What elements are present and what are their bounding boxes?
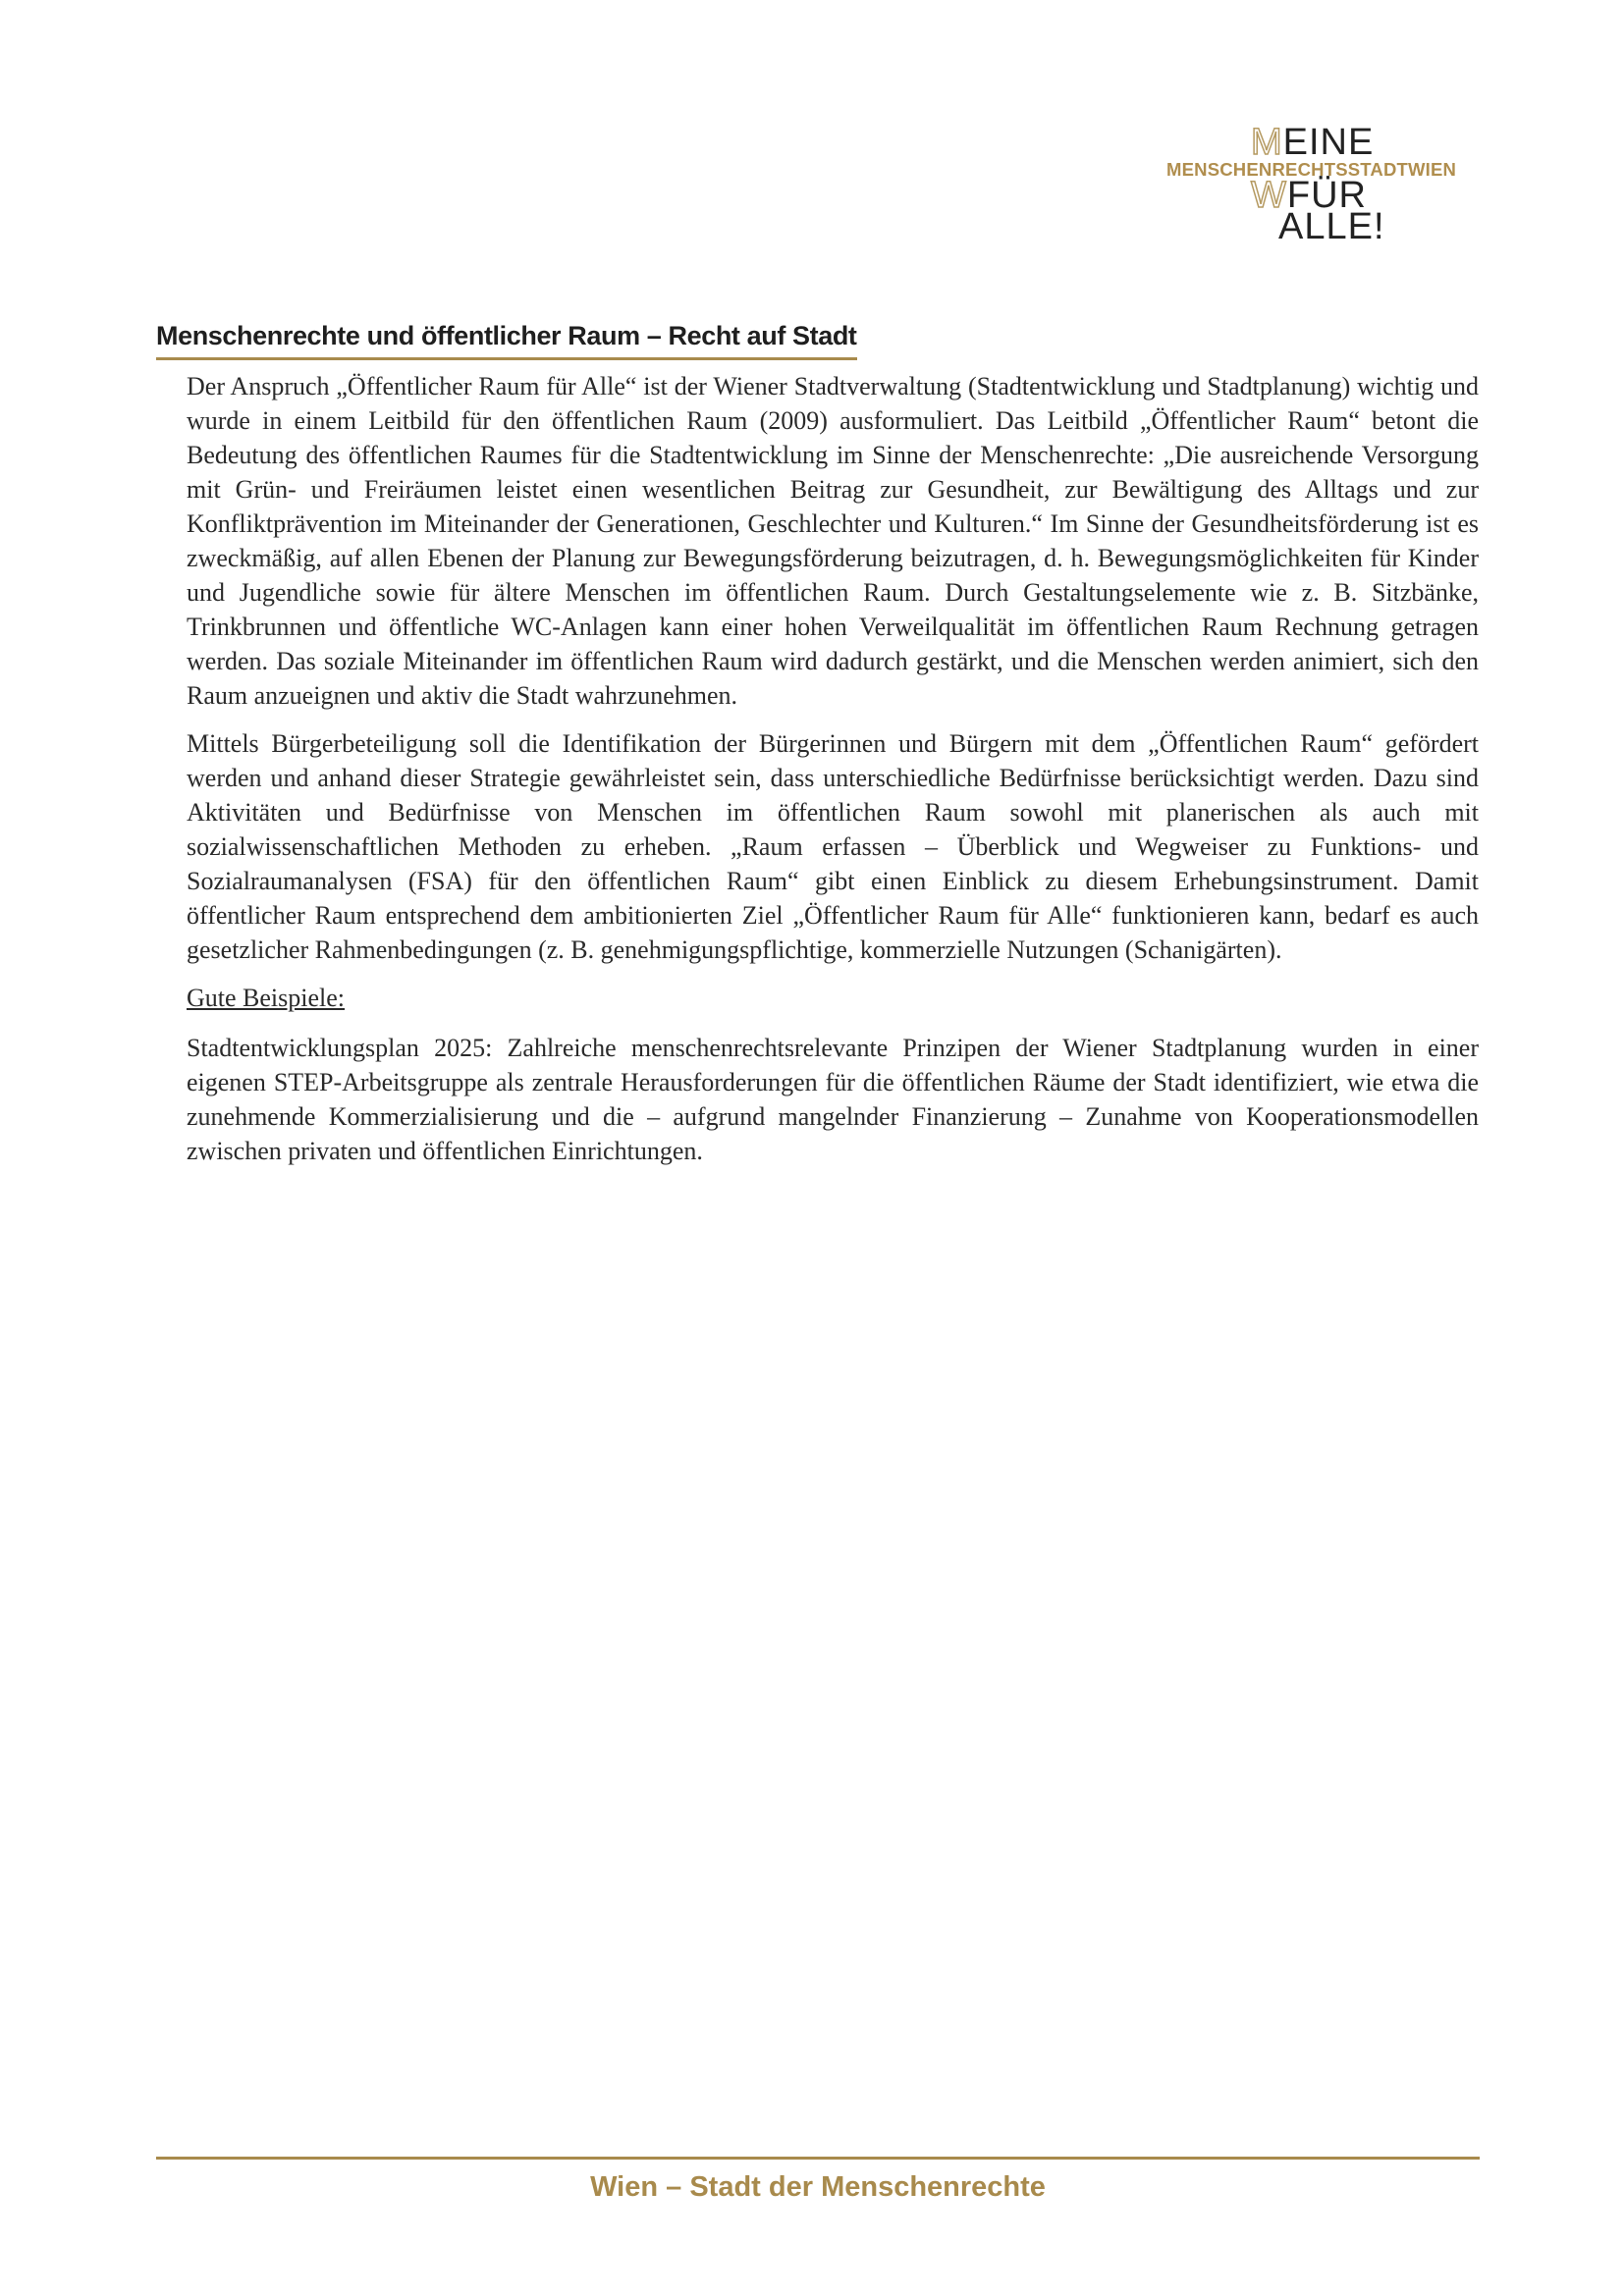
logo-line-fuer: WFÜR <box>1251 175 1367 216</box>
logo-line-meine: MEINE <box>1251 122 1375 163</box>
footer-title: Wien – Stadt der Menschenrechte <box>590 2171 1046 2203</box>
paragraph-intro: Der Anspruch „Öffentlicher Raum für Alle“ ist der Wiener Stadtverwaltung (Stadtentwicklung und Stadtplanung) wichtig und wurde in einem Leitbild für den öffentlichen Raum (2009) ausformuliert. Das Leitbild „Öffentlicher Raum“ betont die Bedeutung des öffentlichen Raumes für die Stadtentwicklung im Sinne der Menschenrechte: „Die ausreichende Versorgung mit Grün- und Freiräumen leistet einen wesentlichen Beitrag zur Gesundheit, zur Bewältigung des Alltags und zur Konfliktprävention im Miteinander der Generationen, Geschlechter und Kulturen.“ Im Sinne der Gesundheitsförderung ist es zweckmäßig, auf allen Ebenen der Planung zur Bewegungsförderung beizutragen, d. h. Bewegungsmöglichkeiten für Kinder und Jugendliche sowie für ältere Menschen im öffentlichen Raum. Durch Gestaltungselemente wie z. B. Sitzbänke, Trinkbrunnen und öffentliche WC-Anlagen kann einer hohen Verweilqualität im öffentlichen Raum Rechnung getragen werden. Das soziale Miteinander im öffentlichen Raum wird dadurch gestärkt, und die Menschen werden animiert, sich den Raum anzueignen und aktiv die Stadt wahrzunehmen. <box>187 372 1479 710</box>
logo-line-alle: ALLE! <box>1278 206 1385 247</box>
paragraph-participation: Mittels Bürgerbeteiligung soll die Identifikation der Bürgerinnen und Bürgern mit dem „Öffentlichen Raum“ gefördert werden und anhand dieser Strategie gewährleistet sein, dass unterschiedliche Bedürfnisse berücksichtigt werden. Dazu sind Aktivitäten und Bedürfnisse von Menschen im öffentlichen Raum sowohl mit planerischen als auch mit sozialwissenschaftlichen Methoden zu erheben. „Raum erfassen – Überblick und Wegweiser zu Funktions- und Sozialraumanalysen (FSA) für den öffentlichen Raum“ gibt einen Einblick zu diesem Erhebungsinstrument. Damit öffentlicher Raum entsprechend dem ambitionierten Ziel „Öffentlicher Raum für Alle“ funktionieren kann, bedarf es auch gesetzlicher Rahmenbedingungen (z. B. genehmigungspflichtige, kommerzielle Nutzungen (Schanigärten). <box>187 729 1479 964</box>
logo-line-menschenrechtsstadtwien: MENSCHENRECHTSSTADTWIEN <box>1166 159 1457 180</box>
logo <box>1164 122 1489 247</box>
section-heading: Menschenrechte und öffentlicher Raum – Recht auf Stadt <box>156 318 857 360</box>
footer-divider <box>156 2157 1480 2160</box>
paragraph-step-2025: Stadtentwicklungsplan 2025: Zahlreiche menschenrechtsrelevante Prinzipen der Wiener Stadtplanung wurden in einer eigenen STEP-Arbeitsgruppe als zentrale Herausforderungen für die öffentlichen Räume der Stadt identifiziert, wie etwa die zunehmende Kommerzialisierung und die – aufgrund mangelnder Finanzierung – Zunahme von Kooperationsmodellen zwischen privaten und öffentlichen Einrichtungen. <box>187 1034 1479 1165</box>
body-content <box>187 369 1479 1182</box>
good-examples-label: Gute Beispiele: <box>187 984 346 1012</box>
